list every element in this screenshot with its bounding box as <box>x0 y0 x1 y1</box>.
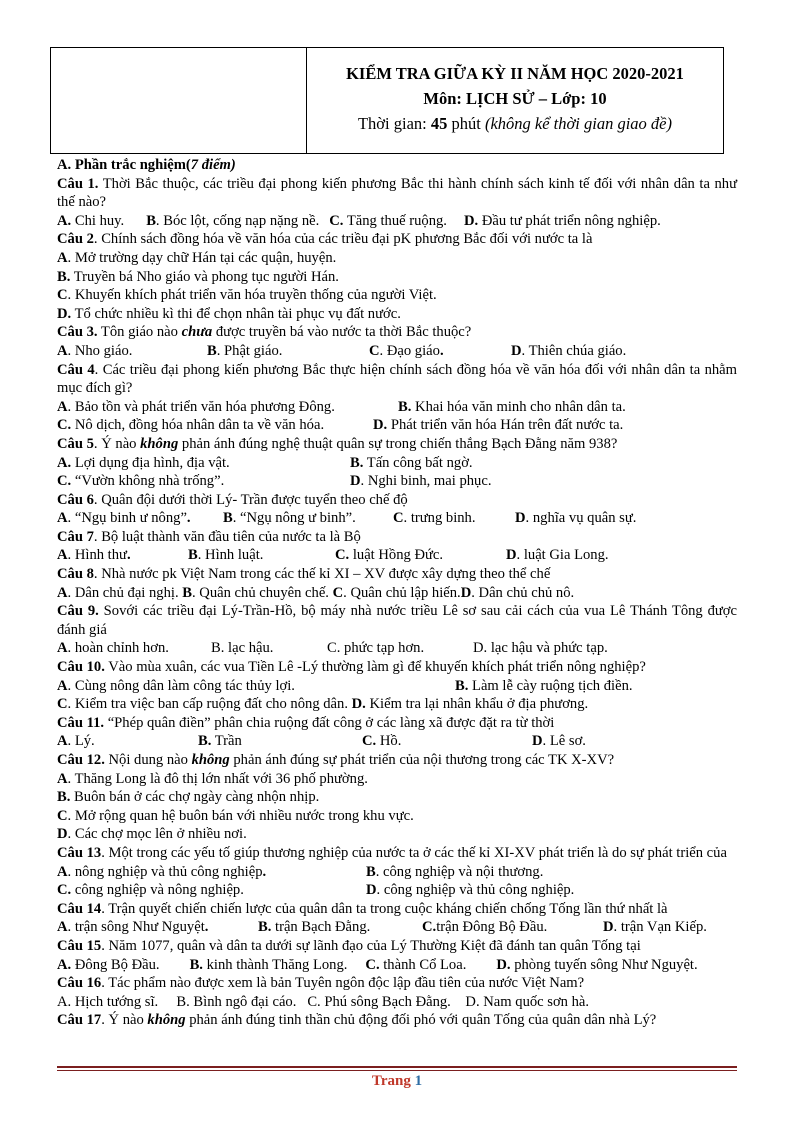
question-4-options-cd: C. Nô dịch, đồng hóa nhân dân ta về văn hóa. D. Phát triển văn hóa Hán trên đất nước ta. <box>57 417 624 434</box>
footer-divider-thick <box>57 1066 737 1068</box>
question-12: Câu 12. Nội dung nào không phản ánh đúng sự phát triển của nội thương trong các TK X-XV? <box>57 752 615 768</box>
header-box <box>50 47 724 154</box>
question-14-options: A. trận sông Như Nguyệt. B. trận Bạch Đằng. C.trận Đông Bộ Đầu. D. trận Vạn Kiếp. <box>57 919 707 936</box>
question-6-options: A. “Ngụ binh ư nông”. B. “Ngụ nông ư binh”. C. trưng binh. D. nghĩa vụ quân sự. <box>57 510 637 527</box>
page-number: 1 <box>414 1073 423 1089</box>
question-12-option-c: C. Mở rộng quan hệ buôn bán với nhiều nước trong khu vực. <box>57 807 414 824</box>
question-11-options: A. Lý. B. Trần C. Hồ. D. Lê sơ. <box>57 733 586 750</box>
exam-content <box>57 156 737 1030</box>
footer-divider-thin <box>57 1070 737 1071</box>
question-5-options-cd: C. “Vườn không nhà trống”. D. Nghi binh, mai phục. <box>57 473 492 490</box>
question-5-options-ab: A. Lợi dụng địa hình, địa vật. B. Tấn công bất ngờ. <box>57 454 473 471</box>
subject-line: Môn: LỊCH SỬ – Lớp: 10 <box>423 89 607 108</box>
page-label: Trang <box>371 1073 415 1089</box>
question-12-option-b: B. Buôn bán ở các chợ ngày càng nhộn nhịp. <box>57 789 320 806</box>
time-line: Thời gian: 45 phút (không kể thời gian giao đề) <box>357 114 673 133</box>
question-13: Câu 13. Một trong các yếu tố giúp thương nghiệp của nước ta ở các thế kỉ XI-XV phát triển là do sự phát triển của <box>57 844 727 861</box>
question-14: Câu 14. Trận quyết chiến chiến lược của quân dân ta trong cuộc kháng chiến chống Tống lần thứ nhất là <box>57 900 668 917</box>
header-left-cell <box>51 48 307 153</box>
question-2-option-d: D. Tổ chức nhiều kì thi để chọn nhân tài phục vụ đất nước. <box>57 305 401 322</box>
question-9: Câu 9. Sovới các triều đại Lý-Trần-Hồ, bộ máy nhà nước triều Lê sơ sau cải cách của vua Lê Thánh Tông được đánh giá <box>57 603 737 638</box>
question-13-options-cd: C. công nghiệp và nông nghiệp. D. công nghiệp và thủ công nghiệp. <box>57 882 575 899</box>
question-7-options: A. Hình thư. B. Hình luật. C. luật Hồng Đức. D. luật Gia Long. <box>57 547 609 564</box>
question-5: Câu 5. Ý nào không phản ánh đúng nghệ thuật quân sự trong chiến thắng Bạch Đằng năm 938? <box>57 435 618 452</box>
question-2-option-c: C. Khuyến khích phát triển văn hóa truyền thống của người Việt. <box>57 287 437 304</box>
question-8-options: A. Dân chủ đại nghị. B. Quân chủ chuyên chế. C. Quân chủ lập hiến.D. Dân chủ chủ nô. <box>57 584 575 601</box>
question-4-options-ab: A. Bảo tồn và phát triển văn hóa phương Đông. B. Khai hóa văn minh cho nhân dân ta. <box>57 398 626 415</box>
header-right-cell <box>307 48 723 153</box>
question-9-options: A. hoàn chỉnh hơn. B. lạc hậu. C. phức tạp hơn. D. lạc hậu và phức tạp. <box>57 640 608 657</box>
exam-title: KIỂM TRA GIỮA KỲ II NĂM HỌC 2020-2021 <box>346 64 684 83</box>
section-title: A. Phần trắc nghiệm(7 điểm) <box>57 157 236 173</box>
question-15: Câu 15. Năm 1077, quân và dân ta dưới sự lãnh đạo của Lý Thường Kiệt đã đánh tan quân Tống tại <box>57 937 641 954</box>
question-1-options: A. Chi huy. B. Bóc lột, cống nạp nặng nề. C. Tăng thuế ruộng. D. Đầu tư phát triển nông nghiệp. <box>57 212 661 229</box>
question-2-option-b: B. Truyền bá Nho giáo và phong tục người Hán. <box>57 268 339 285</box>
question-16: Câu 16. Tác phẩm nào được xem là bản Tuyên ngôn độc lập đầu tiên của nước Việt Nam? <box>57 975 585 992</box>
question-3: Câu 3. Tôn giáo nào chưa được truyền bá vào nước ta thời Bắc thuộc? <box>57 324 472 341</box>
page-footer <box>0 1073 794 1090</box>
question-12-option-d: D. Các chợ mọc lên ở nhiều nơi. <box>57 826 247 843</box>
question-10-options-ab: A. Cùng nông dân làm công tác thủy lợi. B. Làm lễ cày ruộng tịch điền. <box>57 677 633 694</box>
question-6: Câu 6. Quân đội dưới thời Lý- Trần được tuyển theo chế độ <box>57 491 408 508</box>
question-10: Câu 10. Vào mùa xuân, các vua Tiền Lê -Lý thường làm gì để khuyến khích phát triển nông nghiệp? <box>57 659 646 676</box>
question-11: Câu 11. “Phép quân điền” phân chia ruộng đất công ở các làng xã được đặt ra từ thời <box>57 714 555 731</box>
question-2-option-a: A. Mở trường dạy chữ Hán tại các quận, huyện. <box>57 249 337 266</box>
question-10-options-cd: C. Kiểm tra việc ban cấp ruộng đất cho nông dân. D. Kiểm tra lại nhân khẩu ở địa phương. <box>57 696 589 713</box>
question-1: Câu 1. Thời Bắc thuộc, các triều đại phong kiến phương Bắc thi hành chính sách kinh tế đối với nhân dân ta như thế nào? <box>57 175 737 211</box>
question-13-options-ab: A. nông nghiệp và thủ công nghiệp. B. công nghiệp và nội thương. <box>57 863 544 880</box>
question-12-option-a: A. Thăng Long là đô thị lớn nhất với 36 phố phường. <box>57 770 368 787</box>
question-16-options: A. Hịch tướng sĩ. B. Bình ngô đại cáo. C. Phú sông Bạch Đằng. D. Nam quốc sơn hà. <box>57 993 590 1010</box>
question-17: Câu 17. Ý nào không phản ánh đúng tinh thần chủ động đối phó với quân Tống của quân dân nhà Lý? <box>57 1012 657 1029</box>
question-15-options: A. Đông Bộ Đầu. B. kinh thành Thăng Long. C. thành Cổ Loa. D. phòng tuyến sông Như Nguyệt. <box>57 956 698 973</box>
question-7: Câu 7. Bộ luật thành văn đầu tiên của nước ta là Bộ <box>57 528 361 545</box>
question-8: Câu 8. Nhà nước pk Việt Nam trong các thế kỉ XI – XV được xây dựng theo thể chế <box>57 566 551 583</box>
question-3-options: A. Nho giáo. B. Phật giáo. C. Đạo giáo. D. Thiên chúa giáo. <box>57 342 627 359</box>
question-2: Câu 2. Chính sách đồng hóa về văn hóa của các triều đại pK phương Bắc đối với nước ta là <box>57 231 593 248</box>
question-4: Câu 4. Các triều đại phong kiến phương Bắc thực hiện chính sách đồng hóa về văn hóa đối với nhân dân ta nhằm mục đích gì? <box>57 361 737 397</box>
